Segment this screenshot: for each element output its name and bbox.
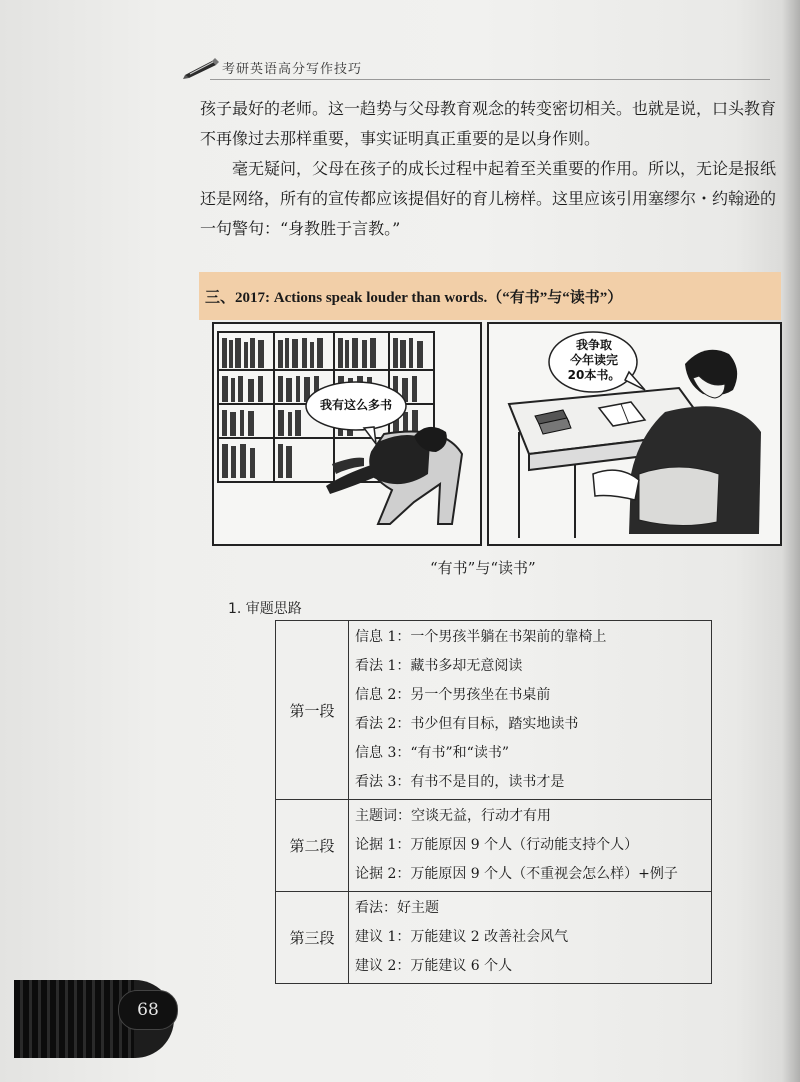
comic-panel-left bbox=[212, 322, 482, 546]
list-item: 看法 3：有书不是目的，读书才是 bbox=[355, 774, 565, 790]
list-item: 建议 2：万能建议 6 个人 bbox=[355, 958, 513, 974]
list-item: 建议 1：万能建议 2 改善社会风气 bbox=[355, 929, 569, 945]
list-item: 论据 2：万能原因 9 个人（不重视会怎么样）+例子 bbox=[355, 866, 678, 882]
list-item: 主题词：空谈无益，行动才有用 bbox=[355, 808, 551, 824]
comic-caption: “有书”与“读书” bbox=[430, 559, 536, 577]
right-bubble-line-3: 20本书。 bbox=[567, 368, 621, 382]
running-header bbox=[182, 55, 362, 79]
list-item: 信息 2：另一个男孩坐在书桌前 bbox=[355, 687, 551, 703]
segment-items bbox=[349, 892, 712, 984]
pen-icon bbox=[182, 55, 220, 79]
segment-items bbox=[349, 621, 712, 800]
list-item: 看法 2：书少但有目标，踏实地读书 bbox=[355, 716, 579, 732]
table-row bbox=[276, 621, 712, 800]
paragraph-1: 孩子最好的老师。这一趋势与父母教育观念的转变密切相关。也就是说，口头教育不再像过去那样重要，事实证明真正重要的是以身作则。 bbox=[200, 99, 777, 148]
right-bubble-line-1: 我争取 bbox=[575, 338, 612, 352]
segment-label: 第一段 bbox=[276, 621, 349, 800]
section-heading: 三、2017: Actions speak louder than words.（“有书”与“读书”） bbox=[199, 272, 781, 320]
list-item: 信息 1：一个男孩半躺在书架前的靠椅上 bbox=[355, 629, 607, 645]
page-number: 68 bbox=[118, 990, 178, 1030]
tab-stripes bbox=[14, 980, 134, 1058]
right-bubble-line-2: 今年读完 bbox=[569, 353, 618, 367]
segment-label: 第二段 bbox=[276, 800, 349, 892]
bookshelf-illustration bbox=[214, 324, 480, 544]
left-speech-bubble: 我有这么多书 bbox=[319, 398, 392, 412]
right-speech-bubble bbox=[553, 338, 635, 383]
header-rule bbox=[210, 79, 770, 80]
comic-panel-right bbox=[487, 322, 782, 546]
segment-label: 第三段 bbox=[276, 892, 349, 984]
table-row bbox=[276, 800, 712, 892]
table-row bbox=[276, 892, 712, 984]
outline-subheading: 1. 审题思路 bbox=[228, 601, 302, 617]
list-item: 看法：好主题 bbox=[355, 900, 439, 916]
list-item: 看法 1：藏书多却无意阅读 bbox=[355, 658, 523, 674]
segment-items bbox=[349, 800, 712, 892]
list-item: 论据 1：万能原因 9 个人（行动能支持个人） bbox=[355, 837, 639, 853]
outline-table bbox=[275, 620, 712, 984]
list-item: 信息 3：“有书”和“读书” bbox=[355, 745, 509, 761]
book-title: 考研英语高分写作技巧 bbox=[222, 61, 363, 77]
paragraph-2: 毫无疑问，父母在孩子的成长过程中起着至关重要的作用。所以，无论是报纸还是网络，所有的宣传都应该提倡好的育儿榜样。这里应该引用塞缪尔・约翰逊的一句警句：“身教胜于言教。” bbox=[200, 159, 777, 238]
